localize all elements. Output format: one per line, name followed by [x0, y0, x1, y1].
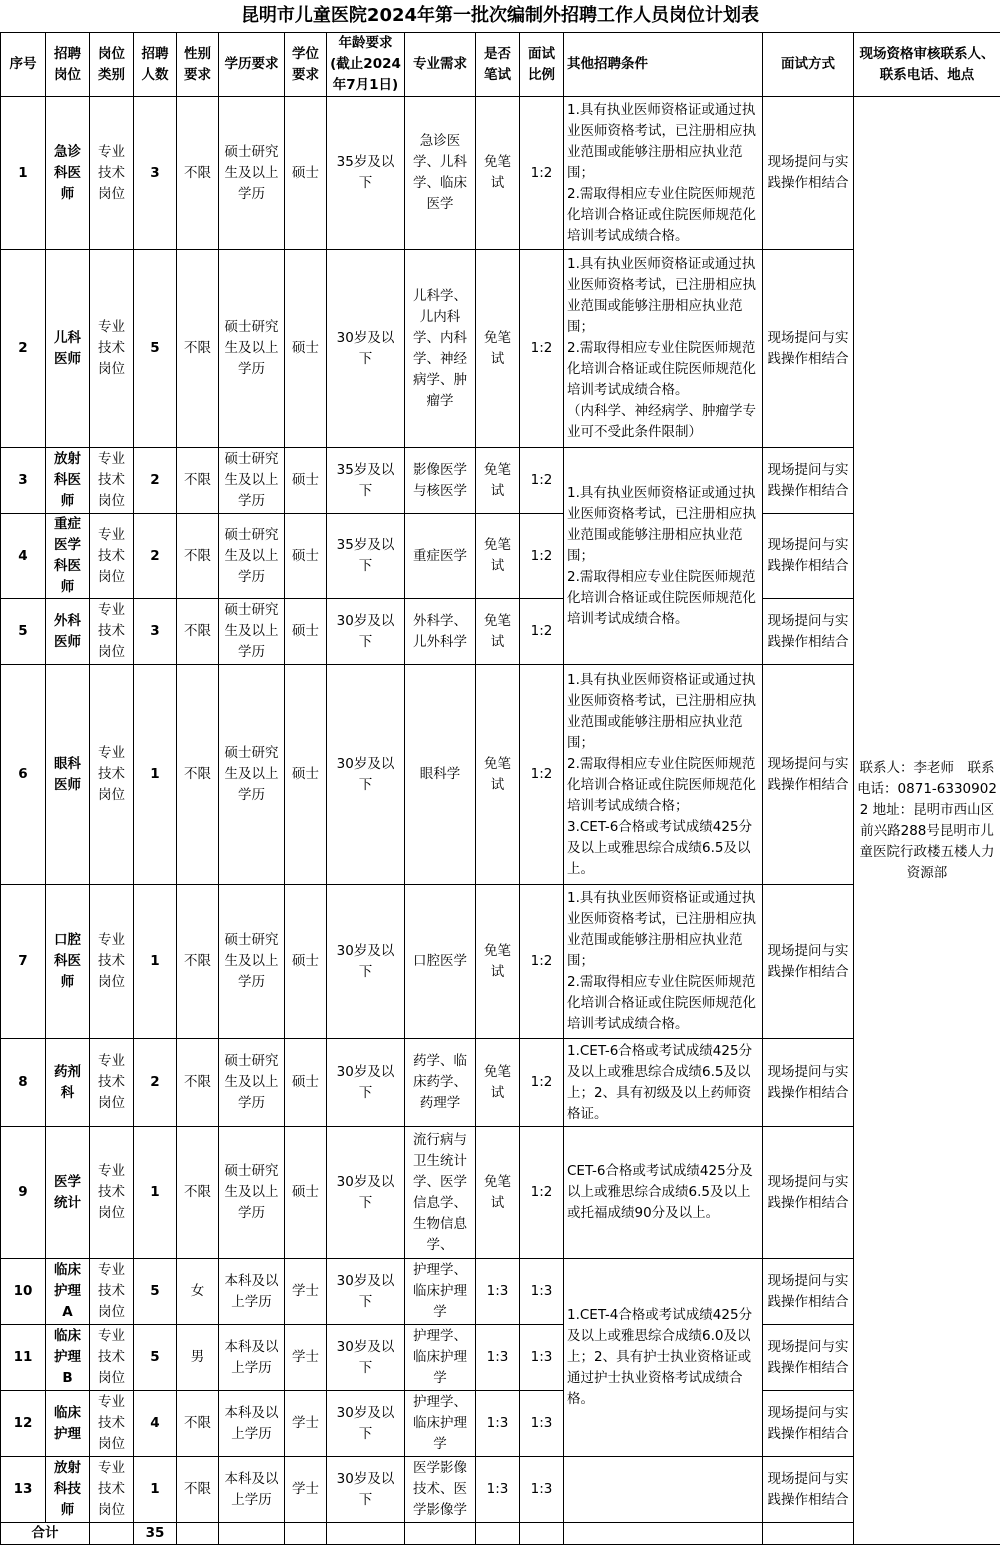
cell-exam: 免笔试 [476, 1127, 520, 1259]
total-empty [219, 1523, 285, 1545]
header-method: 面试方式 [763, 33, 854, 97]
cell-ratio: 1:2 [520, 97, 564, 250]
cell-ratio: 1:2 [520, 1039, 564, 1127]
cell-category: 专业技术岗位 [90, 885, 134, 1039]
table-row [1, 1259, 1000, 1325]
cell-method: 现场提问与实践操作相结合 [763, 1259, 854, 1325]
header-post: 招聘岗位 [46, 33, 90, 97]
cell-post: 药剂科 [46, 1039, 90, 1127]
cell-no: 1 [1, 97, 46, 250]
cell-category: 专业技术岗位 [90, 1039, 134, 1127]
cell-age: 30岁及以下 [327, 250, 405, 448]
total-empty [564, 1523, 763, 1545]
cell-ratio: 1:3 [520, 1325, 564, 1391]
cell-degree: 硕士 [285, 885, 327, 1039]
cell-major: 流行病与卫生统计学、医学信息学、生物信息学、 [405, 1127, 476, 1259]
cell-no: 2 [1, 250, 46, 448]
table-row [1, 514, 1000, 599]
cell-no: 6 [1, 665, 46, 885]
cell-method: 现场提问与实践操作相结合 [763, 665, 854, 885]
cell-ratio: 1:3 [520, 1457, 564, 1523]
cell-no: 12 [1, 1391, 46, 1457]
cell-count: 5 [134, 250, 177, 448]
cell-post: 重症医学科医师 [46, 514, 90, 599]
cell-exam: 1:3 [476, 1259, 520, 1325]
cell-ratio: 1:2 [520, 1127, 564, 1259]
cell-count: 1 [134, 885, 177, 1039]
cell-conditions [564, 1457, 763, 1523]
cell-exam: 免笔试 [476, 250, 520, 448]
cell-education: 硕士研究生及以上学历 [219, 97, 285, 250]
cell-degree: 学士 [285, 1259, 327, 1325]
table-row [1, 250, 1000, 448]
cell-method: 现场提问与实践操作相结合 [763, 1391, 854, 1457]
cell-exam: 1:3 [476, 1391, 520, 1457]
cell-major: 护理学、临床护理学 [405, 1325, 476, 1391]
header-count: 招聘人数 [134, 33, 177, 97]
cell-ratio: 1:2 [520, 885, 564, 1039]
cell-ratio: 1:2 [520, 599, 564, 665]
cell-gender: 女 [177, 1259, 219, 1325]
cell-conditions: 1.具有执业医师资格证或通过执业医师资格考试，已注册相应执业范围或能够注册相应执业范围； 2.需取得相应专业住院医师规范化培训合格证或住院医师规范化培训考试成绩合格。 [564, 885, 763, 1039]
cell-category: 专业技术岗位 [90, 1457, 134, 1523]
cell-post: 放射科技师 [46, 1457, 90, 1523]
cell-no: 5 [1, 599, 46, 665]
cell-category: 专业技术岗位 [90, 250, 134, 448]
cell-count: 1 [134, 1457, 177, 1523]
cell-no: 11 [1, 1325, 46, 1391]
cell-method: 现场提问与实践操作相结合 [763, 1039, 854, 1127]
cell-no: 3 [1, 448, 46, 514]
cell-gender: 不限 [177, 599, 219, 665]
header-conditions: 其他招聘条件 [564, 33, 763, 97]
cell-no: 10 [1, 1259, 46, 1325]
total-empty [285, 1523, 327, 1545]
cell-method: 现场提问与实践操作相结合 [763, 514, 854, 599]
cell-count: 2 [134, 1039, 177, 1127]
cell-exam: 免笔试 [476, 514, 520, 599]
cell-gender: 不限 [177, 514, 219, 599]
cell-ratio: 1:2 [520, 514, 564, 599]
cell-method: 现场提问与实践操作相结合 [763, 885, 854, 1039]
cell-gender: 不限 [177, 1039, 219, 1127]
cell-major: 医学影像技术、医学影像学 [405, 1457, 476, 1523]
cell-degree: 硕士 [285, 665, 327, 885]
table-row [1, 885, 1000, 1039]
cell-count: 1 [134, 665, 177, 885]
cell-exam: 免笔试 [476, 448, 520, 514]
cell-conditions: CET-6合格或考试成绩425分及以上或雅思综合成绩6.5及以上或托福成绩90分及以上。 [564, 1127, 763, 1259]
cell-age: 30岁及以下 [327, 885, 405, 1039]
header-degree: 学位要求 [285, 33, 327, 97]
total-empty [405, 1523, 476, 1545]
cell-post: 急诊科医师 [46, 97, 90, 250]
cell-age: 30岁及以下 [327, 1259, 405, 1325]
total-empty [177, 1523, 219, 1545]
cell-major: 口腔医学 [405, 885, 476, 1039]
cell-method: 现场提问与实践操作相结合 [763, 599, 854, 665]
total-row [1, 1523, 1000, 1545]
cell-ratio: 1:3 [520, 1259, 564, 1325]
table-row [1, 1325, 1000, 1391]
total-count: 35 [134, 1523, 177, 1545]
cell-category: 专业技术岗位 [90, 514, 134, 599]
cell-age: 35岁及以下 [327, 514, 405, 599]
cell-ratio: 1:2 [520, 250, 564, 448]
cell-age: 30岁及以下 [327, 599, 405, 665]
cell-major: 护理学、临床护理学 [405, 1391, 476, 1457]
cell-post: 放射科医师 [46, 448, 90, 514]
total-empty [520, 1523, 564, 1545]
cell-no: 9 [1, 1127, 46, 1259]
header-exam: 是否笔试 [476, 33, 520, 97]
cell-category: 专业技术岗位 [90, 1391, 134, 1457]
cell-education: 硕士研究生及以上学历 [219, 448, 285, 514]
cell-category: 专业技术岗位 [90, 599, 134, 665]
cell-category: 专业技术岗位 [90, 1259, 134, 1325]
cell-no: 7 [1, 885, 46, 1039]
cell-ratio: 1:2 [520, 448, 564, 514]
total-empty [90, 1523, 134, 1545]
cell-post: 口腔科医师 [46, 885, 90, 1039]
cell-exam: 1:3 [476, 1325, 520, 1391]
cell-ratio: 1:3 [520, 1391, 564, 1457]
cell-count: 2 [134, 514, 177, 599]
cell-count: 3 [134, 97, 177, 250]
total-empty [763, 1523, 854, 1545]
cell-education: 硕士研究生及以上学历 [219, 514, 285, 599]
cell-ratio: 1:2 [520, 665, 564, 885]
cell-count: 1 [134, 1127, 177, 1259]
cell-degree: 学士 [285, 1325, 327, 1391]
cell-education: 硕士研究生及以上学历 [219, 1039, 285, 1127]
cell-degree: 硕士 [285, 514, 327, 599]
cell-conditions: 1.具有执业医师资格证或通过执业医师资格考试，已注册相应执业范围或能够注册相应执业范围； 2.需取得相应专业住院医师规范化培训合格证或住院医师规范化培训考试成绩合格。 [564, 97, 763, 250]
cell-method: 现场提问与实践操作相结合 [763, 1325, 854, 1391]
cell-education: 硕士研究生及以上学历 [219, 250, 285, 448]
cell-method: 现场提问与实践操作相结合 [763, 97, 854, 250]
total-empty [327, 1523, 405, 1545]
cell-post: 医学统计 [46, 1127, 90, 1259]
cell-post: 临床护理 [46, 1391, 90, 1457]
cell-major: 外科学、儿外科学 [405, 599, 476, 665]
cell-post: 外科医师 [46, 599, 90, 665]
cell-category: 专业技术岗位 [90, 97, 134, 250]
page-title: 昆明市儿童医院2024年第一批次编制外招聘工作人员岗位计划表 [0, 0, 1000, 32]
cell-contact: 联系人：李老师 联系电话：0871-63309022 地址：昆明市西山区前兴路288号昆明市儿童医院行政楼五楼人力资源部 [854, 97, 1000, 1545]
cell-major: 重症医学 [405, 514, 476, 599]
cell-age: 30岁及以下 [327, 1325, 405, 1391]
cell-post: 临床护理A [46, 1259, 90, 1325]
cell-degree: 硕士 [285, 1039, 327, 1127]
table-row [1, 1391, 1000, 1457]
cell-education: 本科及以上学历 [219, 1259, 285, 1325]
header-no: 序号 [1, 33, 46, 97]
cell-method: 现场提问与实践操作相结合 [763, 1457, 854, 1523]
cell-conditions: 1.具有执业医师资格证或通过执业医师资格考试，已注册相应执业范围或能够注册相应执业范围； 2.需取得相应专业住院医师规范化培训合格证或住院医师规范化培训考试成绩合格； 3.CET-6合格或考试成绩425分及以上或雅思综合成绩6.5及以上。 [564, 665, 763, 885]
cell-post: 眼科医师 [46, 665, 90, 885]
cell-post: 临床护理B [46, 1325, 90, 1391]
cell-category: 专业技术岗位 [90, 448, 134, 514]
cell-gender: 不限 [177, 885, 219, 1039]
cell-count: 5 [134, 1259, 177, 1325]
header-age: 年龄要求(截止2024年7月1日) [327, 33, 405, 97]
cell-gender: 不限 [177, 1391, 219, 1457]
header-category: 岗位类别 [90, 33, 134, 97]
cell-gender: 不限 [177, 1457, 219, 1523]
cell-degree: 硕士 [285, 448, 327, 514]
cell-degree: 硕士 [285, 599, 327, 665]
cell-age: 30岁及以下 [327, 1391, 405, 1457]
header-gender: 性别要求 [177, 33, 219, 97]
cell-major: 眼科学 [405, 665, 476, 885]
cell-exam: 1:3 [476, 1457, 520, 1523]
header-education: 学历要求 [219, 33, 285, 97]
cell-education: 硕士研究生及以上学历 [219, 665, 285, 885]
cell-degree: 学士 [285, 1457, 327, 1523]
table-row [1, 1127, 1000, 1259]
cell-gender: 不限 [177, 250, 219, 448]
cell-degree: 学士 [285, 1391, 327, 1457]
cell-education: 本科及以上学历 [219, 1457, 285, 1523]
cell-major: 护理学、临床护理学 [405, 1259, 476, 1325]
cell-post: 儿科医师 [46, 250, 90, 448]
cell-degree: 硕士 [285, 1127, 327, 1259]
cell-age: 35岁及以下 [327, 97, 405, 250]
cell-count: 5 [134, 1325, 177, 1391]
table-row [1, 665, 1000, 885]
cell-conditions-merged: 1.具有执业医师资格证或通过执业医师资格考试，已注册相应执业范围或能够注册相应执业范围； 2.需取得相应专业住院医师规范化培训合格证或住院医师规范化培训考试成绩合格。 [564, 448, 763, 665]
cell-gender: 不限 [177, 665, 219, 885]
cell-conditions: 1.具有执业医师资格证或通过执业医师资格考试，已注册相应执业范围或能够注册相应执业范围； 2.需取得相应专业住院医师规范化培训合格证或住院医师规范化培训考试成绩合格。 （内科学、神经病学、肿瘤学专业可不受此条件限制） [564, 250, 763, 448]
table-row [1, 599, 1000, 665]
cell-education: 硕士研究生及以上学历 [219, 599, 285, 665]
cell-count: 3 [134, 599, 177, 665]
cell-exam: 免笔试 [476, 599, 520, 665]
cell-exam: 免笔试 [476, 97, 520, 250]
cell-major: 药学、临床药学、药理学 [405, 1039, 476, 1127]
recruitment-table [0, 32, 1000, 1545]
header-row [1, 33, 1000, 97]
cell-exam: 免笔试 [476, 665, 520, 885]
cell-age: 35岁及以下 [327, 448, 405, 514]
cell-gender: 不限 [177, 448, 219, 514]
total-label: 合计 [1, 1523, 90, 1545]
cell-major: 影像医学与核医学 [405, 448, 476, 514]
table-row [1, 1039, 1000, 1127]
cell-exam: 免笔试 [476, 1039, 520, 1127]
cell-gender: 不限 [177, 1127, 219, 1259]
cell-count: 2 [134, 448, 177, 514]
cell-category: 专业技术岗位 [90, 1325, 134, 1391]
header-contact: 现场资格审核联系人、联系电话、地点 [854, 33, 1000, 97]
cell-gender: 不限 [177, 97, 219, 250]
cell-no: 4 [1, 514, 46, 599]
cell-age: 30岁及以下 [327, 665, 405, 885]
cell-category: 专业技术岗位 [90, 1127, 134, 1259]
cell-category: 专业技术岗位 [90, 665, 134, 885]
table-row [1, 448, 1000, 514]
cell-education: 本科及以上学历 [219, 1325, 285, 1391]
cell-count: 4 [134, 1391, 177, 1457]
cell-conditions-merged: 1.CET-4合格或考试成绩425分及以上或雅思综合成绩6.0及以上；2、具有护士执业资格证或通过护士执业资格考试成绩合格。 [564, 1259, 763, 1457]
cell-education: 本科及以上学历 [219, 1391, 285, 1457]
cell-age: 30岁及以下 [327, 1127, 405, 1259]
total-empty [476, 1523, 520, 1545]
cell-method: 现场提问与实践操作相结合 [763, 250, 854, 448]
cell-major: 急诊医学、儿科学、临床医学 [405, 97, 476, 250]
cell-exam: 免笔试 [476, 885, 520, 1039]
cell-degree: 硕士 [285, 97, 327, 250]
cell-method: 现场提问与实践操作相结合 [763, 448, 854, 514]
cell-degree: 硕士 [285, 250, 327, 448]
cell-method: 现场提问与实践操作相结合 [763, 1127, 854, 1259]
cell-education: 硕士研究生及以上学历 [219, 885, 285, 1039]
cell-age: 30岁及以下 [327, 1039, 405, 1127]
cell-no: 13 [1, 1457, 46, 1523]
cell-major: 儿科学、儿内科学、内科学、神经病学、肿瘤学 [405, 250, 476, 448]
cell-gender: 男 [177, 1325, 219, 1391]
table-row [1, 1457, 1000, 1523]
cell-conditions: 1.CET-6合格或考试成绩425分及以上或雅思综合成绩6.5及以上；2、具有初级及以上药师资格证。 [564, 1039, 763, 1127]
cell-age: 30岁及以下 [327, 1457, 405, 1523]
header-ratio: 面试比例 [520, 33, 564, 97]
cell-education: 硕士研究生及以上学历 [219, 1127, 285, 1259]
header-major: 专业需求 [405, 33, 476, 97]
cell-no: 8 [1, 1039, 46, 1127]
table-row [1, 97, 1000, 250]
